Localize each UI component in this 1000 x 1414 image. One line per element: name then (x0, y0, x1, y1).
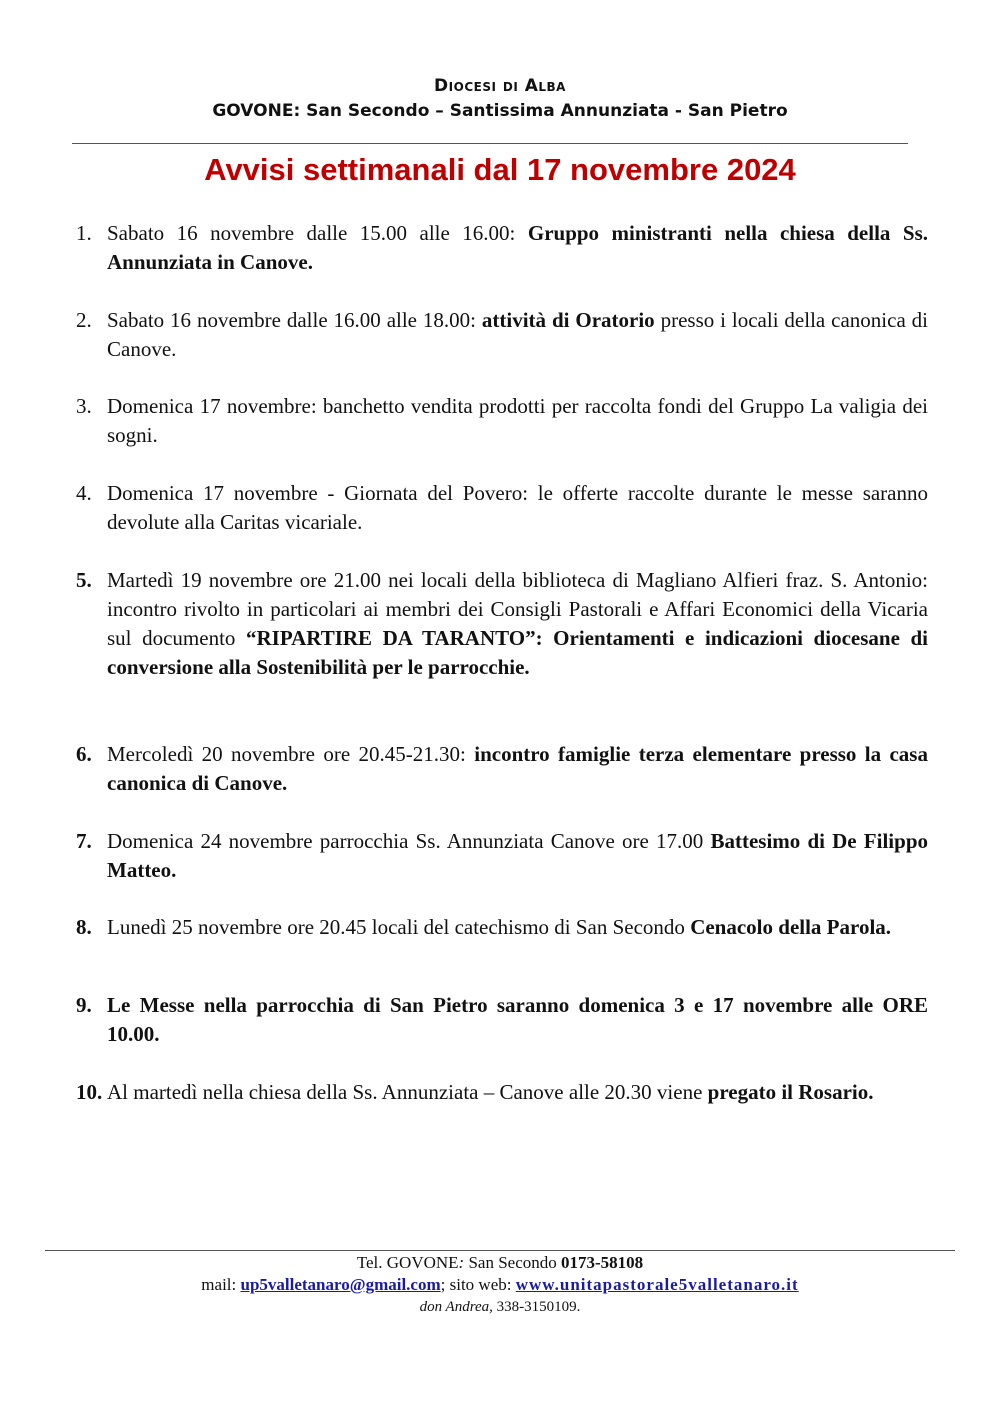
notice-text-bold: Le Messe nella parrocchia di San Pietro saranno domenica 3 e 17 novembre alle ORE 10.00. (107, 993, 928, 1046)
footer-tel-colon: : (458, 1253, 465, 1272)
notice-item (76, 740, 928, 798)
document-header (0, 74, 1000, 124)
footer-site-label: ; sito web: (440, 1275, 516, 1294)
notice-number: 10. (76, 1080, 103, 1104)
notice-text-plain: Domenica 17 novembre: banchetto vendita prodotti per raccolta fondi del Gruppo La valigia dei sogni. (107, 394, 928, 447)
notice-text-plain: Mercoledì 20 novembre ore 20.45-21.30: (107, 742, 475, 766)
notice-text-plain: Domenica 24 novembre parrocchia Ss. Annunziata Canove ore 17.00 (107, 829, 711, 853)
notice-text (107, 219, 928, 277)
footer-tel-prefix: Tel. GOVONE (356, 1253, 459, 1272)
notice-number: 5. (76, 568, 92, 592)
notice-text (107, 306, 928, 364)
footer-phone-line (0, 1252, 1000, 1274)
diocese-name: Diocesi di Alba (434, 76, 566, 96)
notice-text-plain: presso i locali della canonica di Canove. (107, 308, 929, 361)
notice-text (107, 913, 928, 942)
notice-number: 9. (76, 993, 92, 1017)
parishes-line: GOVONE: San Secondo – Santissima Annunziata - San Pietro (212, 101, 788, 121)
notice-text-bold: Gruppo ministranti nella chiesa della Ss. Annunziata in Canove. (107, 221, 928, 274)
notice-text-bold: incontro famiglie terza elementare presso la casa canonica di Canove. (107, 742, 928, 795)
notice-text-plain: Martedì 19 novembre ore 21.00 nei locali della biblioteca di Magliano Alfieri fraz. S. Antonio: incontro rivolto in particolari ai membri dei Consigli Pastorali e Affari Economici della Vicaria sul documento (107, 568, 928, 650)
notice-number: 3. (76, 394, 92, 418)
website-link[interactable]: www.unitapastorale5valletanaro.it (515, 1275, 799, 1294)
notice-text-plain: Lunedì 25 novembre ore 20.45 locali del catechismo di San Secondo (107, 915, 691, 939)
notice-item (76, 306, 928, 364)
notice-text-bold: Cenacolo della Parola. (690, 915, 892, 939)
notice-item (76, 566, 928, 682)
notice-item (76, 219, 928, 277)
notice-number: 4. (76, 481, 92, 505)
notice-item (76, 913, 928, 942)
notice-number: 1. (76, 221, 92, 245)
notice-item (76, 479, 928, 537)
footer-tel-number: 0173-58108 (561, 1253, 644, 1272)
footer (0, 1252, 1000, 1318)
footer-priest-phone: 338-3150109. (492, 1299, 581, 1315)
footer-divider (45, 1250, 955, 1251)
notice-text-bold: Battesimo di De Filippo Matteo. (107, 829, 928, 882)
notice-text (107, 1078, 928, 1107)
page-title: Avvisi settimanali dal 17 novembre 2024 (204, 152, 796, 187)
notice-item (76, 991, 928, 1049)
notice-text-bold: “RIPARTIRE DA TARANTO”: Orientamenti e indicazioni diocesane di conversione alla Sostenibilità per le parrocchie. (107, 626, 928, 679)
footer-mail-label: mail: (201, 1275, 241, 1294)
notice-text (107, 479, 928, 537)
notice-text-plain: Sabato 16 novembre dalle 16.00 alle 18.00: (107, 308, 482, 332)
notice-item (76, 392, 928, 450)
notice-text-plain: Domenica 17 novembre - Giornata del Povero: le offerte raccolte durante le messe saranno devolute alla Caritas vicariale. (107, 481, 928, 534)
header-divider (72, 143, 908, 144)
notice-number: 2. (76, 308, 92, 332)
notice-number: 8. (76, 915, 92, 939)
notice-number: 6. (76, 742, 92, 766)
footer-tel-place: San Secondo (464, 1253, 562, 1272)
notice-text (107, 392, 928, 450)
notice-text-bold: attività di Oratorio (481, 308, 655, 332)
notice-text-plain: Al martedì nella chiesa della Ss. Annunziata – Canove alle 20.30 viene (107, 1080, 708, 1104)
notice-text (107, 991, 928, 1049)
notice-text-plain: Sabato 16 novembre dalle 15.00 alle 16.00: (107, 221, 528, 245)
notice-text (107, 827, 928, 885)
notice-text-bold: pregato il Rosario. (707, 1080, 874, 1104)
footer-contact-line (0, 1274, 1000, 1296)
notice-text (107, 566, 928, 682)
footer-priest-line (0, 1296, 1000, 1318)
notice-text (107, 740, 928, 798)
email-link[interactable]: up5valletanaro@gmail.com (240, 1275, 441, 1294)
notice-item (76, 1078, 928, 1107)
notice-item (76, 827, 928, 885)
footer-priest-name: don Andrea, (419, 1299, 493, 1315)
notice-number: 7. (76, 829, 92, 853)
